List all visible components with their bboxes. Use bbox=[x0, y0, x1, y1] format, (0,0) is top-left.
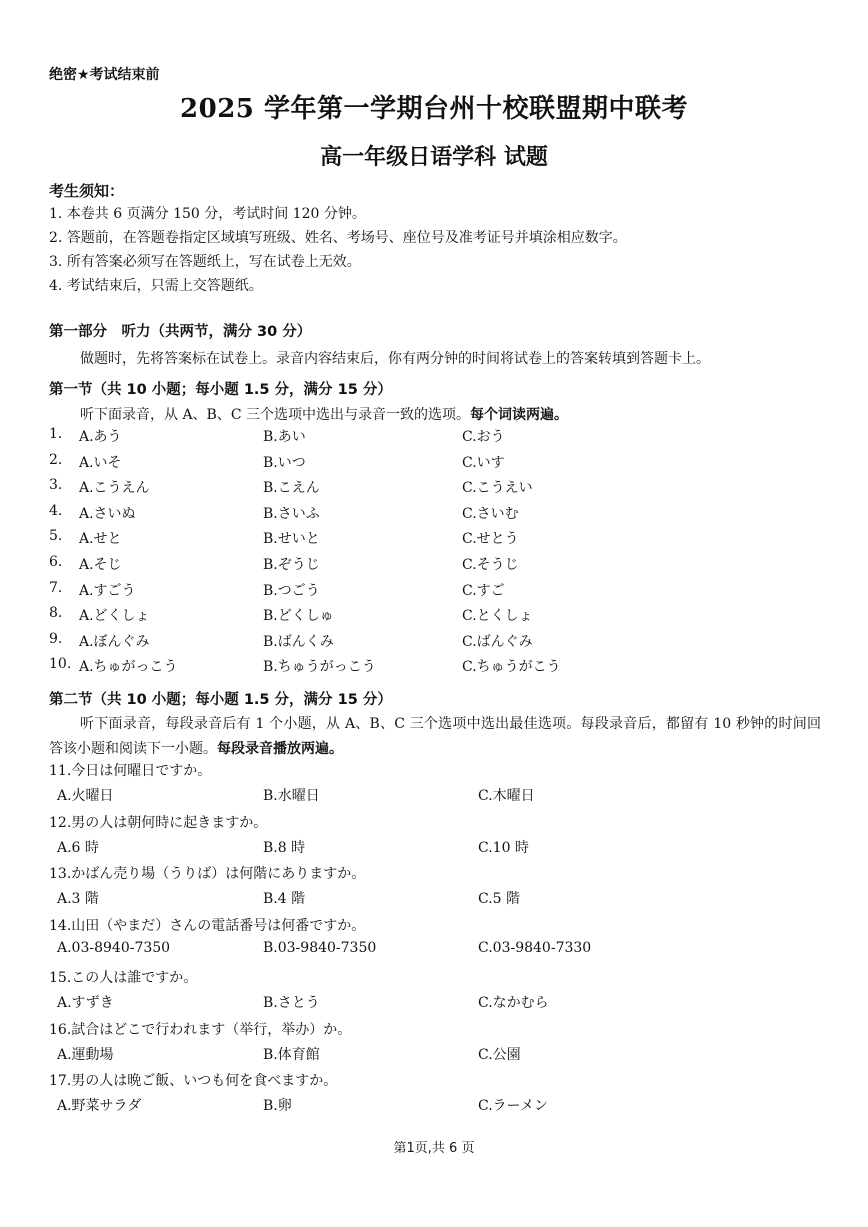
option-a: A.ちゅがっこう bbox=[79, 659, 178, 676]
section2-instruction-text: 听下面录音，每段录音后有 1 个小题，从 A、B、C 三个选项中选出最佳选项。每段录音后，都留有 10 秒钟的时间回答该小题和阅读下一小题。 bbox=[49, 716, 821, 757]
question-stem: 12.男の人は朝何時に起きますか。 bbox=[49, 814, 268, 831]
section1-instruction-text: 听下面录音，从 A、B、C 三个选项中选出与录音一致的选项。 bbox=[80, 407, 471, 423]
notice-item: 2. 答题前，在答题卷指定区域填写班级、姓名、考场号、座位号及准考证号并填涂相应数字。 bbox=[49, 230, 627, 246]
section1-heading: 第一节（共 10 小题；每小题 1.5 分，满分 15 分） bbox=[49, 382, 392, 398]
question-number: 7. bbox=[49, 579, 63, 596]
option-c: C.公園 bbox=[478, 1046, 521, 1063]
option-b: B.03-9840-7350 bbox=[263, 940, 377, 957]
option-a: A.いそ bbox=[79, 454, 122, 471]
exam-subtitle: 高一年级日语学科 试题 bbox=[320, 144, 548, 170]
section2-instruction bbox=[49, 712, 821, 762]
option-b: B.水曜日 bbox=[263, 788, 320, 804]
option-b: B.こえん bbox=[263, 480, 320, 497]
option-b: B.いつ bbox=[263, 454, 306, 471]
option-b: B.さとう bbox=[263, 994, 320, 1011]
section2-instruction-bold: 每段录音播放两遍。 bbox=[217, 741, 343, 757]
question-number: 5. bbox=[49, 528, 63, 545]
option-b: B.つごう bbox=[263, 582, 320, 599]
option-a: A.そじ bbox=[79, 557, 122, 573]
option-b: B.あい bbox=[263, 429, 306, 445]
option-a: A.こうえん bbox=[79, 480, 150, 497]
option-a: A.運動場 bbox=[57, 1046, 114, 1063]
option-b: B.8 時 bbox=[263, 839, 306, 856]
option-c: C.木曜日 bbox=[478, 788, 535, 804]
option-b: B.さいふ bbox=[263, 505, 320, 522]
option-a: A.火曜日 bbox=[57, 788, 114, 804]
option-c: C.とくしょ bbox=[462, 608, 533, 625]
question-stem: 17.男の人は晩ご飯、いつも何を食べますか。 bbox=[49, 1073, 338, 1090]
option-a: A.6 時 bbox=[57, 839, 99, 856]
question-number: 4. bbox=[49, 502, 63, 519]
option-a: A.03-8940-7350 bbox=[57, 940, 171, 957]
part1-heading: 第一部分 听力（共两节，满分 30 分） bbox=[49, 324, 312, 340]
option-b: B.ぞうじ bbox=[263, 557, 320, 573]
option-b: B.卵 bbox=[263, 1098, 292, 1115]
option-c: C.10 時 bbox=[478, 839, 529, 856]
option-a: A.どくしょ bbox=[79, 608, 150, 625]
option-c: C.なかむら bbox=[478, 994, 549, 1011]
option-a: A.すごう bbox=[79, 582, 136, 599]
option-a: A.ぼんぐみ bbox=[79, 633, 150, 650]
option-a: A.さいぬ bbox=[79, 505, 136, 522]
option-c: C.いす bbox=[462, 454, 505, 471]
option-c: C.ばんぐみ bbox=[462, 633, 533, 650]
question-number: 10. bbox=[49, 656, 72, 673]
option-c: C.そうじ bbox=[462, 557, 519, 573]
notice-item: 3. 所有答案必须写在答题纸上，写在试卷上无效。 bbox=[49, 254, 361, 270]
option-c: C.せとう bbox=[462, 531, 519, 548]
question-number: 6. bbox=[49, 554, 63, 570]
section1-instruction-bold: 每个词读两遍。 bbox=[470, 407, 569, 423]
option-c: C.5 階 bbox=[478, 891, 521, 908]
option-a: A.3 階 bbox=[57, 891, 99, 908]
option-b: B.体育館 bbox=[263, 1046, 320, 1063]
question-number: 3. bbox=[49, 477, 63, 494]
option-b: B.せいと bbox=[263, 531, 320, 548]
option-b: B.ちゅうがっこう bbox=[263, 659, 376, 676]
question-number: 2. bbox=[49, 451, 63, 468]
option-c: C.ラーメン bbox=[478, 1098, 548, 1115]
option-c: C.さいむ bbox=[462, 505, 519, 522]
confidential-label: 绝密★考试结束前 bbox=[49, 67, 160, 83]
page-number: 第1页,共 6 页 bbox=[393, 1141, 475, 1156]
option-a: A.すずき bbox=[57, 994, 114, 1011]
question-stem: 14.山田（やまだ）さんの電話番号は何番ですか。 bbox=[49, 918, 366, 935]
question-stem: 15.この人は誰ですか。 bbox=[49, 969, 198, 986]
option-b: B.どくしゅ bbox=[263, 608, 334, 625]
notice-item: 4. 考试结束后，只需上交答题纸。 bbox=[49, 278, 263, 294]
notice-heading: 考生须知： bbox=[49, 182, 125, 200]
question-number: 1. bbox=[49, 426, 63, 442]
option-a: A.野菜サラダ bbox=[57, 1098, 142, 1115]
option-c: C.03-9840-7330 bbox=[478, 940, 592, 957]
option-b: B.4 階 bbox=[263, 891, 306, 908]
question-stem: 13.かばん売り場（うりば）は何階にありますか。 bbox=[49, 866, 366, 883]
question-number: 8. bbox=[49, 605, 63, 622]
section1-instruction bbox=[80, 404, 568, 424]
option-a: A.あう bbox=[79, 429, 122, 445]
option-c: C.すご bbox=[462, 582, 505, 599]
exam-title: 2025 学年第一学期台州十校联盟期中联考 bbox=[180, 94, 688, 124]
question-number: 9. bbox=[49, 630, 63, 647]
option-b: B.ばんくみ bbox=[263, 633, 334, 650]
option-c: C.ちゅうがこう bbox=[462, 659, 561, 676]
option-a: A.せと bbox=[79, 531, 122, 548]
notice-item: 1. 本卷共 6 页满分 150 分，考试时间 120 分钟。 bbox=[49, 206, 366, 222]
question-stem: 16.試合はどこで行われます（举行，举办）か。 bbox=[49, 1021, 352, 1038]
part1-instruction: 做题时，先将答案标在试卷上。录音内容结束后，你有两分钟的时间将试卷上的答案转填到答题卡上。 bbox=[80, 351, 710, 367]
question-stem: 11.今日は何曜日ですか。 bbox=[49, 763, 212, 779]
option-c: C.おう bbox=[462, 429, 505, 445]
section2-heading: 第二节（共 10 小题；每小题 1.5 分，满分 15 分） bbox=[49, 692, 392, 708]
option-c: C.こうえい bbox=[462, 480, 533, 497]
